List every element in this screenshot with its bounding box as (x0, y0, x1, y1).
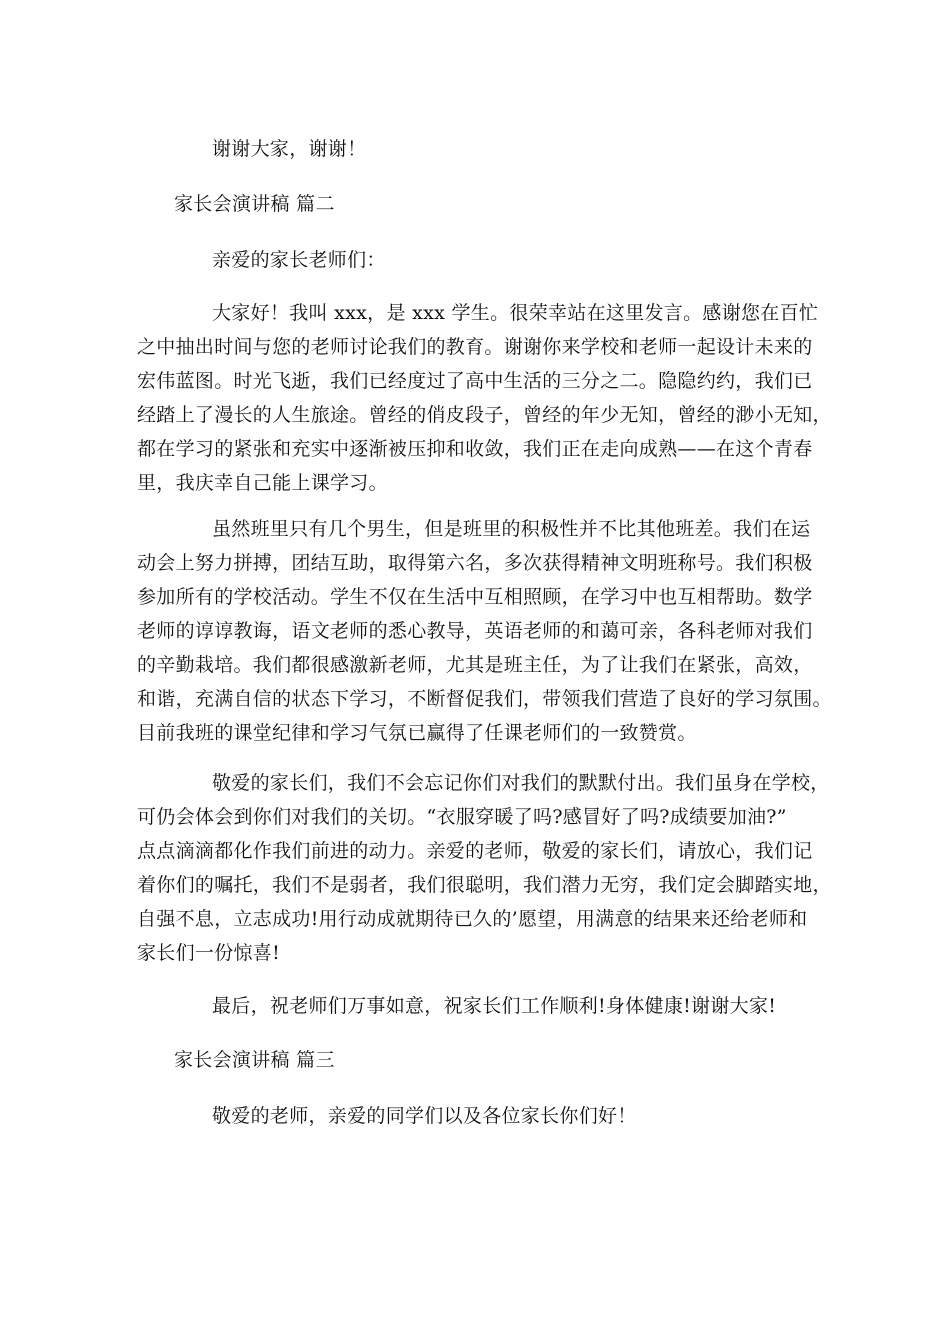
section-two-heading: 家长会演讲稿 篇二 (174, 193, 335, 215)
paragraph-line: 目前我班的课堂纪律和学习气氛已赢得了任课老师们的一致赞赏。 (137, 722, 697, 744)
paragraph-line: 敬爱的家长们，我们不会忘记你们对我们的默默付出。我们虽身在学校， (212, 772, 830, 794)
paragraph-line: 自强不息，立志成功!用行动成就期待已久的’愿望，用满意的结果来还给老师和 (137, 908, 808, 930)
paragraph-line: 和谐，充满自信的状态下学习，不断督促我们，带领我们营造了良好的学习氛围。 (137, 688, 832, 710)
section-two-salutation: 亲爱的家长老师们： (212, 249, 386, 271)
section-three-salutation: 敬爱的老师，亲爱的同学们以及各位家长你们好！ (212, 1105, 637, 1127)
paragraph-line: 着你们的嘱托，我们不是弱者，我们很聪明，我们潜力无穷，我们定会脚踏实地， (137, 874, 832, 896)
paragraph-line: 经踏上了漫长的人生旅途。曾经的俏皮段子，曾经的年少无知，曾经的渺小无知， (137, 404, 832, 426)
paragraph-line: 老师的谆谆教诲，语文老师的悉心教导，英语老师的和蔼可亲，各科老师对我们 (137, 620, 813, 642)
paragraph-line: 可仍会体会到你们对我们的关切。“衣服穿暖了吗?感冒好了吗?成绩要加油?” (137, 806, 787, 828)
paragraph-line: 大家好！我叫 xxx，是 xxx 学生。很荣幸站在这里发言。感谢您在百忙 (212, 302, 819, 324)
paragraph-line: 动会上努力拼搏，团结互助，取得第六名，多次获得精神文明班称号。我们积极 (137, 552, 813, 574)
closing-thanks-text: 谢谢大家，谢谢！ (212, 138, 367, 160)
section-two-paragraph-2 (137, 512, 832, 750)
section-two-closing: 最后，祝老师们万事如意，祝家长们工作顺利!身体健康!谢谢大家! (212, 995, 777, 1017)
paragraph-line: 点点滴滴都化作我们前进的动力。亲爱的老师，敬爱的家长们，请放心，我们记 (137, 840, 813, 862)
paragraph-line: 宏伟蓝图。时光飞逝，我们已经度过了高中生活的三分之二。隐隐约约，我们已 (137, 370, 813, 392)
paragraph-line: 都在学习的紧张和充实中逐渐被压抑和收敛，我们正在走向成熟——在这个青春 (137, 438, 813, 460)
section-two-paragraph-3 (137, 766, 832, 970)
paragraph-line: 家长们一份惊喜! (137, 942, 281, 964)
section-three-heading: 家长会演讲稿 篇三 (174, 1049, 335, 1071)
paragraph-line: 里，我庆幸自己能上课学习。 (137, 472, 388, 494)
paragraph-line: 虽然班里只有几个男生，但是班里的积极性并不比其他班差。我们在运 (212, 518, 811, 540)
paragraph-line: 的辛勤栽培。我们都很感激新老师，尤其是班主任，为了让我们在紧张，高效， (137, 654, 813, 676)
paragraph-line: 参加所有的学校活动。学生不仅在生活中互相照顾，在学习中也互相帮助。数学 (137, 586, 813, 608)
paragraph-line: 之中抽出时间与您的老师讨论我们的教育。谢谢你来学校和老师一起设计未来的 (137, 336, 813, 358)
section-two-paragraph-1 (137, 296, 832, 500)
